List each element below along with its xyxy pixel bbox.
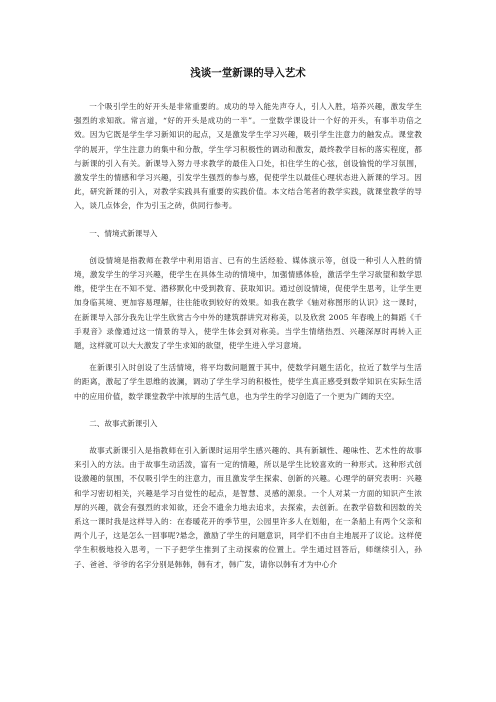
document-title: 浅谈一堂新课的导入艺术 [190, 67, 306, 79]
spacer [74, 353, 422, 361]
section1-paragraph-2: 在新课引入时创设了生活情境，将平均数问题置于其中，使数学问题生活化，拉近了数学与生活的距离，激起了学生思维的波澜，调动了学生学习的积极性，使学生真正感受到数学知识在实际生活中的应用价值，数学课堂教学中浓厚的生活气息，也为学生的学习创造了一个更为广阔的天空。 [74, 363, 422, 401]
section2-paragraph-1: 故事式新课引入是指教师在引入新课时运用学生感兴趣的、具有新颖性、趣味性、艺术性的故事来引入的方法。由于故事生动活泼，富有一定的情趣，所以是学生比较喜欢的一种形式。这种形式创设激趣的氛围，不仅吸引学生的注意力，而且激发学生探索、创新的兴趣。心理学的研究表明：兴趣和学习密切相关，兴趣是学习自觉性的起点，是智慧、灵感的源泉。一个人对某一方面的知识产生浓厚的兴趣，就会有强烈的求知欲，还会不遗余力地去追求，去探索，去创新。在教学倍数和因数的关系这一课时我是这样导入的：在春暖花开的季节里，公园里许多人在划船，在一条船上有两个父亲和两个儿子，这是怎么一回事呢?悬念，激励了学生的问题意识，同学们不由自主地展开了议论。这样使学生积极地投入思考，一下子把学生推到了主动探索的位置上。学生通过回答后，师继续引入，孙子、爸爸、爷爷的名字分别是韩韩，韩有才，韩广发，请你以韩有才为中心介 [74, 446, 422, 569]
section-heading-2: 二、故事式新课引入 [89, 418, 158, 428]
section-heading-1: 一、情境式新课导入 [89, 228, 158, 238]
spacer [74, 404, 422, 417]
spacer [74, 214, 422, 227]
section1-paragraph-1: 创设情境是指教师在教学中利用语言、已有的生活经验、媒体演示等，创设一种引人入胜的情境，激发学生的学习兴趣，使学生在具体生动的情境中，加强情感体验，激活学生学习欲望和数学思维，使学生在不知不觉、潜移默化中受到教育、获取知识。通过创设情境，促使学生思考，让学生更加身临其境、更加容易理解，往往能收到较好的效果。如我在教学《轴对称图形的认识》这一课时，在新课导入部分我先让学生欣赏古今中外的建筑群讲究对称美，以及欣赏 2005 年春晚上的舞蹈《千手观音》录像通过这一情景的导入，使学生体会到对称美。当学生情绪热烈、兴趣深厚时再转入正题，这样就可以大大激发了学生求知的欲望，使学生进入学习意境。 [74, 255, 422, 351]
intro-paragraph: 一个吸引学生的好开头是非常重要的。成功的导入能先声夺人，引人入胜，培养兴趣，激发学生强烈的求知欲。常言道，“好的开头是成功的一半”。一堂数学课设计一个好的开头，有事半功倍之效。因为它既是学生学习新知识的起点，又是激发学生学习兴趣，吸引学生注意力的触发点。课堂教学的展开，学生注意力的集中和分散，学生学习积极性的调动和激发，最终教学目标的落实程度，都与新课的引入有关。新课导入努力寻求教学的最佳入口处，扣住学生的心弦，创设愉悦的学习氛围，激发学生的情感和学习兴趣，引发学生强烈的参与感，促使学生以最佳心理状态进入新课的学习。因此，研究新课的引入，对教学实践具有重要的实践价值。本文结合笔者的教学实践，就课堂教学的导入，谈几点体会，作为引玉之砖，供同行参考。 [74, 102, 422, 211]
spacer [74, 431, 422, 444]
spacer [74, 241, 422, 254]
